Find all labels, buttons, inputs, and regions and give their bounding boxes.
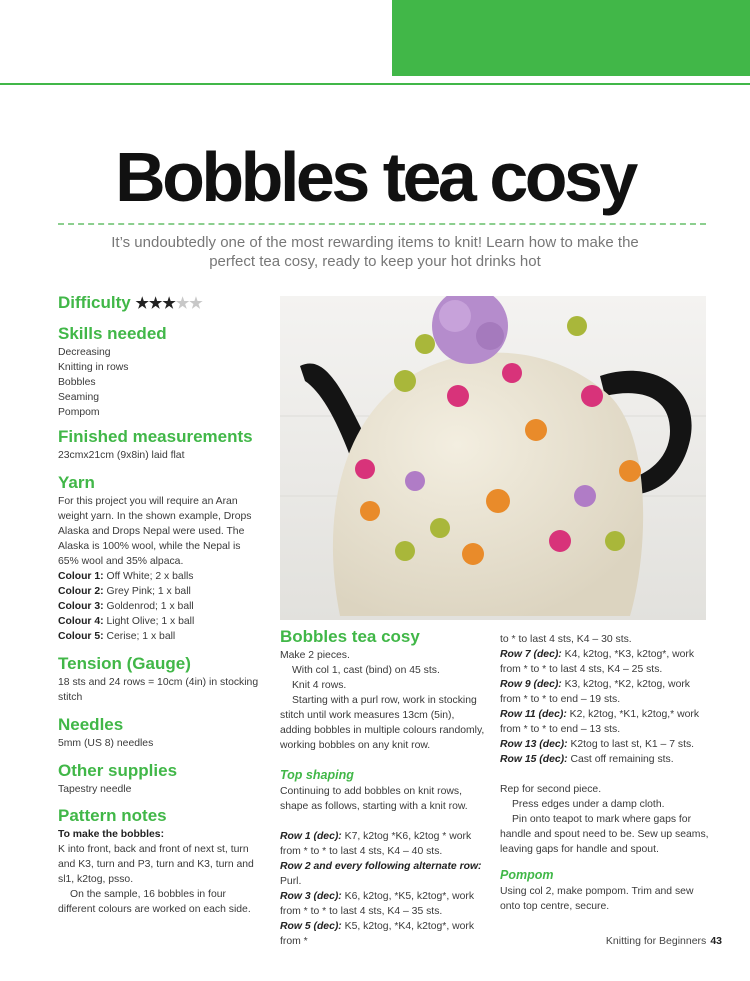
tension-text: 18 sts and 24 rows = 10cm (4in) in stocking stitch xyxy=(58,677,259,703)
left-column xyxy=(58,292,263,917)
row-label: Row 15 (dec): xyxy=(500,754,568,765)
row-instruction xyxy=(500,677,710,707)
colour-value: Light Olive; 1 x ball xyxy=(106,616,195,627)
finishing-text: Rep for second piece. xyxy=(500,784,602,795)
colour-value: Cerise; 1 x ball xyxy=(106,631,176,642)
pattern-notes-heading: Pattern notes xyxy=(58,806,167,825)
row-instruction xyxy=(280,919,487,949)
difficulty-heading xyxy=(58,292,263,315)
footer-title: Knitting for Beginners xyxy=(605,935,707,947)
row-label: Row 9 (dec): xyxy=(500,679,562,690)
row-instruction xyxy=(500,647,710,677)
row-text: K6, k2tog, *K5, k2tog*, work from * to * to last 4 sts, K4 – 35 sts. xyxy=(280,891,475,917)
row-text: K2tog to last st, K1 – 7 sts. xyxy=(567,739,695,750)
row-text: K5, k2tog, *K4, k2tog*, work from * xyxy=(280,921,475,947)
row-text: Cast off remaining sts. xyxy=(567,754,674,765)
pompom-text: Using col 2, make pompom. Trim and sew onto top centre, secure. xyxy=(500,886,694,912)
finishing-text: Press edges under a damp cloth. xyxy=(512,799,665,810)
supplies-heading: Other supplies xyxy=(58,761,178,780)
colour-line xyxy=(58,599,263,614)
pattern-text: Make 2 pieces. xyxy=(280,650,350,661)
row-instruction xyxy=(500,737,710,752)
tea-cosy-illustration xyxy=(280,296,706,620)
row-text: K7, k2tog *K6, k2tog * work from * to * to last 4 sts, K4 – 40 sts. xyxy=(280,831,472,857)
colour-label: Colour 2: xyxy=(58,586,104,597)
row-label: Row 7 (dec): xyxy=(500,649,562,660)
pattern-text: Knit 4 rows. xyxy=(292,680,347,691)
pattern-text: Starting with a purl row, work in stocking stitch until work measures 13cm (5in), adding bobbles in multiple colours randomly, working bobbles on any knit row. xyxy=(280,695,485,751)
pattern-text: With col 1, cast (bind) on 45 sts. xyxy=(292,665,440,676)
colour-label: Colour 1: xyxy=(58,571,104,582)
bobbles-text: K into front, back and front of next st, turn and K3, turn and P3, turn and K3, turn and sl1, k2tog, psso. xyxy=(58,844,254,885)
row-text: K3, k2tog, *K2, k2tog, work from * to * to end – 19 sts. xyxy=(500,679,691,705)
skill-item: Seaming xyxy=(58,392,100,403)
page-number: 43 xyxy=(710,935,722,947)
page-footer xyxy=(606,935,722,947)
middle-column xyxy=(280,626,487,949)
colour-label: Colour 5: xyxy=(58,631,104,642)
colour-value: Grey Pink; 1 x ball xyxy=(106,586,191,597)
row-instruction xyxy=(280,889,487,919)
pompom-heading: Pompom xyxy=(500,868,554,882)
tension-heading: Tension (Gauge) xyxy=(58,654,191,673)
finishing-text: Pin onto teapot to mark where gaps for handle and spout need to be. Sew up seams, leaving gaps for handle and spout. xyxy=(500,814,709,855)
top-shaping-heading: Top shaping xyxy=(280,768,354,782)
header-rule xyxy=(0,83,750,85)
bobbles-note: On the sample, 16 bobbles in four different colours are worked on each side. xyxy=(58,889,251,915)
measurements-heading: Finished measurements xyxy=(58,427,253,446)
difficulty-label: Difficulty xyxy=(58,293,131,312)
row-label: Row 13 (dec): xyxy=(500,739,568,750)
colour-line xyxy=(58,584,263,599)
header-green-block xyxy=(392,0,750,76)
colour-label: Colour 4: xyxy=(58,616,104,627)
row-instruction xyxy=(500,707,710,737)
top-shaping-text: Continuing to add bobbles on knit rows, shape as follows, starting with a knit row. xyxy=(280,786,468,812)
row-label: Row 3 (dec): xyxy=(280,891,342,902)
row-label: Row 5 (dec): xyxy=(280,921,342,932)
row-instruction xyxy=(500,752,710,767)
teapot-photo xyxy=(280,296,706,620)
row-label: Row 11 (dec): xyxy=(500,709,567,720)
row-instruction xyxy=(280,859,487,889)
page-title: Bobbles tea cosy xyxy=(115,138,635,216)
intro-text: It’s undoubtedly one of the most rewarding items to knit! Learn how to make the perfect tea cosy, ready to keep your hot drinks hot xyxy=(111,234,639,270)
needles-heading: Needles xyxy=(58,715,124,734)
right-column xyxy=(500,632,710,914)
bobbles-subheading: To make the bobbles: xyxy=(58,829,165,840)
colour-line xyxy=(58,569,263,584)
row-text: K4, k2tog, *K3, k2tog*, work from * to * to last 4 sts, K4 – 25 sts. xyxy=(500,649,695,675)
dashed-divider xyxy=(58,223,706,225)
skill-item: Pompom xyxy=(58,407,100,418)
star-off-icon: ★★ xyxy=(175,295,203,312)
skill-item: Knitting in rows xyxy=(58,362,129,373)
colour-line xyxy=(58,614,263,629)
supplies-text: Tapestry needle xyxy=(58,784,132,795)
colour-value: Goldenrod; 1 x ball xyxy=(106,601,194,612)
skill-item: Bobbles xyxy=(58,377,96,388)
row-label: Row 1 (dec): xyxy=(280,831,342,842)
difficulty-stars xyxy=(135,295,202,312)
star-on-icon: ★★★ xyxy=(135,295,176,312)
colour-value: Off White; 2 x balls xyxy=(106,571,194,582)
row-continuation: to * to last 4 sts, K4 – 30 sts. xyxy=(500,634,632,645)
measurements-text: 23cmx21cm (9x8in) laid flat xyxy=(58,450,185,461)
row-text: K2, k2tog, *K1, k2tog,* work from * to * to end – 13 sts. xyxy=(500,709,700,735)
skill-item: Decreasing xyxy=(58,347,111,358)
row-instruction xyxy=(280,829,487,859)
needles-text: 5mm (US 8) needles xyxy=(58,738,154,749)
yarn-heading: Yarn xyxy=(58,473,95,492)
skills-heading: Skills needed xyxy=(58,324,167,343)
row-text: Purl. xyxy=(280,876,302,887)
colour-label: Colour 3: xyxy=(58,601,104,612)
pattern-heading: Bobbles tea cosy xyxy=(280,627,420,646)
row-label: Row 2 and every following alternate row: xyxy=(280,861,482,872)
colour-line xyxy=(58,629,263,644)
yarn-text: For this project you will require an Aran weight yarn. In the shown example, Drops Alaska and Drops Nepal were used. The Alaska is 100% wool, while the Nepal is 65% wool and 35% alpaca. xyxy=(58,496,252,567)
